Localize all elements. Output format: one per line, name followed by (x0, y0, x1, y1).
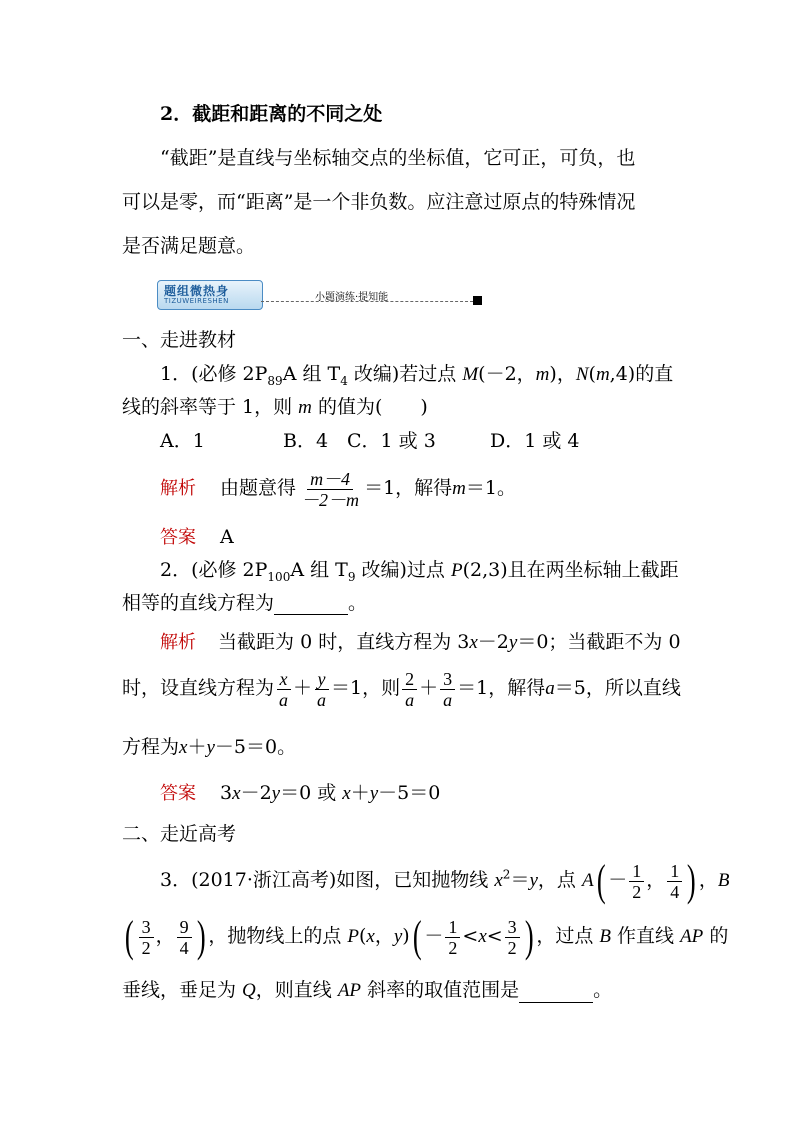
math-var: x (478, 926, 487, 947)
q3-text: < (486, 925, 503, 947)
paren: ) (524, 912, 534, 961)
paren: ( (124, 912, 134, 961)
q3-text: ＝ (510, 869, 530, 891)
option-d: D．1 或 4 (490, 430, 580, 452)
solution-text: 时，设直线方程为 (122, 677, 275, 699)
q2-text: (2,3)且在两坐标轴上截距 (462, 559, 679, 581)
fraction-denominator: a (279, 689, 289, 710)
q1-text: 线的斜率等于 1，则 (122, 396, 299, 418)
fraction-denominator: －2－m (301, 489, 360, 510)
question-1-solution (160, 468, 516, 510)
fraction (139, 917, 154, 958)
question-3-line-2 (122, 912, 728, 961)
solution-label: 解析 (160, 632, 196, 653)
paren: ) (196, 912, 206, 961)
math-var: x (179, 737, 188, 758)
fraction (667, 861, 682, 902)
option-b: B．4 (283, 430, 329, 452)
fraction-denominator: 2 (141, 937, 151, 958)
q3-text: < (462, 925, 479, 947)
fraction-numerator: 1 (667, 861, 682, 882)
q1-text: 的值为( ) (311, 396, 428, 418)
fraction-numerator: 3 (440, 669, 455, 690)
q3-text: 3．(2017·浙江高考)如图，已知抛物线 (160, 869, 495, 891)
math-var: x (366, 926, 375, 947)
question-2-solution-line-1 (160, 630, 681, 655)
fraction (440, 669, 455, 710)
fraction-denominator: 4 (670, 881, 680, 902)
fraction-numerator: 2 (402, 669, 417, 690)
fraction (445, 917, 460, 958)
math-var: y (271, 783, 281, 804)
answer-label: 答案 (160, 527, 196, 548)
solution-label: 解析 (160, 478, 196, 499)
paragraph-line: 是否满足题意。 (122, 235, 256, 257)
math-var: M (462, 364, 479, 385)
math-var: a (545, 678, 555, 699)
math-var: y (369, 783, 379, 804)
fraction-denominator: 2 (632, 881, 642, 902)
section-banner (157, 280, 485, 314)
solution-text: ＋ (293, 677, 313, 699)
answer-blank[interactable] (519, 984, 593, 1003)
solution-text: ＝0；当截距不为 0 (517, 631, 681, 653)
square-icon (473, 296, 482, 305)
answer-text: －5＝0 (378, 782, 441, 804)
q3-text: ， (374, 925, 394, 947)
solution-text: 当截距为 0 时，直线方程为 3 (218, 631, 470, 653)
math-var: P (450, 560, 463, 581)
fraction-denominator: 4 (179, 937, 189, 958)
answer-blank[interactable] (274, 596, 348, 615)
q2-text: 改编)过点 (355, 559, 451, 581)
solution-text: ＝1，解得 (457, 677, 546, 699)
question-2-solution-line-2 (122, 666, 681, 711)
fraction (276, 669, 291, 710)
subscript: 4 (340, 373, 348, 388)
q1-text: )， (549, 363, 576, 385)
answer-text: ＋ (350, 782, 370, 804)
solution-text: ＋ (187, 736, 207, 758)
q3-text: ， (155, 925, 175, 947)
fraction-numerator: m－4 (307, 469, 353, 490)
answer-text: ＝0 或 (280, 782, 343, 804)
math-var: N (575, 364, 589, 385)
q1-text: ( (588, 363, 596, 385)
q3-text: ，点 (537, 869, 582, 891)
fraction-numerator: 3 (505, 917, 520, 938)
subscript: 89 (267, 373, 283, 388)
fraction (177, 917, 192, 958)
solution-text: ＝5，所以直线 (554, 677, 681, 699)
fraction-numerator: 1 (629, 861, 644, 882)
paragraph-line: 可以是零，而“距离”是一个非负数。应注意过原点的特殊情况 (122, 191, 636, 213)
math-var: m (452, 478, 466, 499)
math-var: Q (242, 980, 256, 1001)
solution-text: ＋ (419, 677, 439, 699)
fraction-numerator: 1 (445, 917, 460, 938)
math-var: A (581, 870, 594, 891)
fraction (629, 861, 644, 902)
q3-text: － (608, 869, 628, 891)
fraction (402, 669, 417, 710)
banner-tag: 小题演练·提知能 (315, 292, 389, 303)
solution-text: ＝1，则 (331, 677, 401, 699)
math-var: AP (337, 980, 362, 1001)
q3-text: ) (402, 925, 410, 947)
question-2-line-1 (160, 558, 679, 583)
fraction-denominator: a (317, 689, 327, 710)
q1-text: A 组 T (282, 363, 341, 385)
math-var: m (535, 364, 550, 385)
math-var: B (599, 926, 611, 947)
answer-text: 3 (220, 782, 233, 804)
question-3-line-1 (160, 856, 730, 905)
q3-text: ，过点 (536, 925, 600, 947)
solution-text: ＝1。 (465, 477, 516, 499)
fraction-denominator: 2 (507, 937, 517, 958)
q3-text: ，则直线 (255, 979, 338, 1001)
q1-text: (－2， (478, 363, 536, 385)
math-var: B (717, 870, 730, 891)
q3-text: 的 (703, 925, 729, 947)
part-heading: 二、走近高考 (122, 823, 237, 845)
q2-text: 2．(必修 2P (160, 559, 268, 581)
q3-text: － (424, 925, 444, 947)
fraction-numerator: 9 (177, 917, 192, 938)
q3-text: 。 (593, 979, 613, 1001)
math-var: x (342, 783, 351, 804)
fraction (298, 469, 362, 510)
math-var: AP (680, 926, 704, 947)
banner-subtitle: TIZUWEIRESHEN (164, 297, 229, 305)
option-a: A．1 (160, 430, 205, 452)
q3-text: ( (358, 925, 367, 947)
math-var: y (529, 870, 538, 891)
math-var: y (508, 632, 518, 653)
q1-text: 改编)若过点 (347, 363, 463, 385)
part-heading: 一、走进教材 (122, 329, 237, 351)
solution-text: －5＝0。 (214, 736, 297, 758)
paren: ) (687, 856, 696, 905)
fraction-denominator: a (405, 689, 415, 710)
q3-text: 垂线，垂足为 (122, 979, 243, 1001)
question-1-line-1 (160, 362, 673, 387)
math-var: y (393, 926, 403, 947)
solution-text: －2 (477, 631, 509, 653)
banner-badge (157, 280, 263, 310)
q1-text: ,4)的直 (609, 363, 674, 385)
question-2-solution-line-3 (122, 735, 296, 760)
question-1-line-2 (122, 395, 428, 420)
answer-label: 答案 (160, 783, 196, 804)
fraction-numerator: x (277, 669, 291, 690)
solution-text: ＝1，解得 (364, 477, 453, 499)
question-3-line-3 (122, 978, 612, 1003)
fraction-numerator: 3 (139, 917, 154, 938)
math-var: x (469, 632, 478, 653)
q1-text: 1．(必修 2P (160, 363, 268, 385)
q2-text: 。 (348, 592, 368, 614)
q3-text: 作直线 (610, 925, 681, 947)
q3-text: 斜率的取值范围是 (361, 979, 520, 1001)
solution-text: 由题意得 (220, 477, 297, 499)
q3-text: ，抛物线上的点 (208, 925, 348, 947)
math-var: P (347, 926, 359, 947)
fraction-denominator: a (443, 689, 453, 710)
subscript: 9 (347, 569, 356, 584)
math-var: m (298, 397, 312, 418)
math-var: x (232, 783, 241, 804)
math-var: y (206, 737, 215, 758)
solution-text: 方程为 (122, 736, 180, 758)
answer-text: －2 (240, 782, 272, 804)
q2-text: 相等的直线方程为 (122, 592, 275, 614)
banner-title: 题组微热身 (164, 284, 230, 298)
question-1-answer (160, 525, 234, 550)
question-2-line-2 (122, 591, 367, 615)
q2-text: A 组 T (290, 559, 348, 581)
fraction-numerator: y (315, 669, 329, 690)
fraction-denominator: 2 (448, 937, 458, 958)
paren: ( (412, 912, 422, 961)
section-heading: 2．截距和距离的不同之处 (160, 103, 383, 125)
paragraph-line: “截距”是直线与坐标轴交点的坐标值，它可正，可负，也 (160, 147, 636, 169)
subscript: 100 (267, 569, 291, 584)
math-var: x (494, 870, 503, 891)
math-var: m (595, 364, 610, 385)
q3-text: ， (646, 869, 666, 891)
answer-value: A (220, 526, 234, 548)
fraction (314, 669, 329, 710)
paren: ( (596, 856, 606, 905)
fraction (505, 917, 520, 958)
option-c: C．1 或 3 (347, 430, 436, 452)
question-2-answer (160, 781, 440, 806)
superscript: 2 (502, 867, 511, 882)
q3-text: ， (698, 869, 718, 891)
